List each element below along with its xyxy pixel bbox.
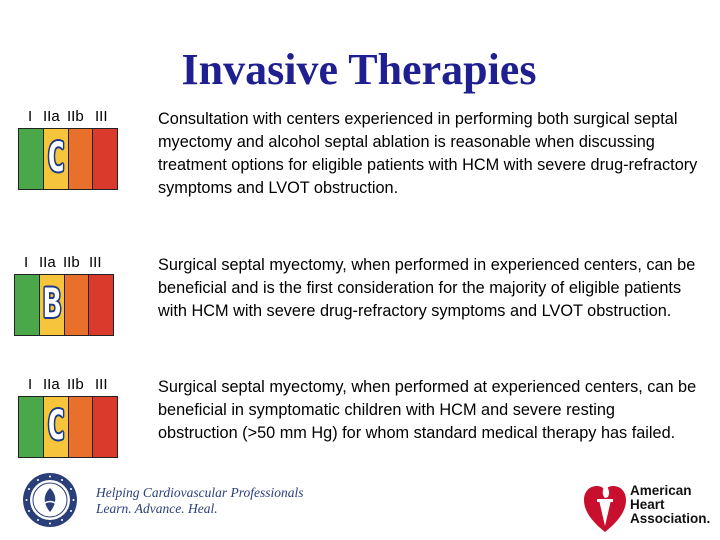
class-III-bar [89, 275, 113, 335]
level-of-evidence: C [46, 403, 66, 449]
level-of-evidence: C [46, 135, 66, 181]
aha-line3: Association. [630, 511, 711, 526]
slide-title: Invasive Therapies [181, 45, 537, 94]
class-label-IIa: IIa [39, 254, 56, 271]
class-label-III: III [89, 254, 102, 271]
recommendation-text: Surgical septal myectomy, when performed at experienced centers, can be beneficial in symptomatic children with HCM and severe resting obstruction (>50 mm Hg) for whom standard medical therapy has failed. [158, 378, 697, 442]
class-label-IIb: IIb [67, 376, 84, 393]
class-label-IIa: IIa [43, 108, 60, 125]
class-label-IIb: IIb [67, 108, 84, 125]
aha-line2: Heart [630, 497, 665, 512]
class-III-bar [93, 129, 117, 189]
class-label-III: III [95, 376, 108, 393]
aha-heart-torch-logo [582, 476, 628, 536]
class-bars [14, 274, 114, 336]
class-label-III: III [95, 108, 108, 125]
class-bars [18, 396, 118, 458]
class-label-I: I [24, 254, 29, 271]
aha-line1: American [630, 483, 692, 498]
class-label-I: I [28, 376, 33, 393]
class-bars [18, 128, 118, 190]
recommendation-text: Surgical septal myectomy, when performed in experienced centers, can be beneficial and is the first consideration for the majority of eligible patients with HCM with severe drug-refractory symptoms and LVOT obstruction. [158, 256, 696, 320]
aha-wordmark [630, 484, 710, 526]
class-I-bar [15, 275, 40, 335]
level-of-evidence: B [42, 281, 62, 327]
class-label-IIb: IIb [63, 254, 80, 271]
class-III-bar [93, 397, 117, 457]
acc-seal-logo [22, 472, 78, 528]
recommendation-text: Consultation with centers experienced in performing both surgical septal myectomy and alcohol septal ablation is reasonable when discussing treatment options for eligible patients with HCM with severe drug-refractory symptoms and LVOT obstruction. [158, 110, 698, 197]
class-I-bar [19, 129, 44, 189]
acc-tagline-line1: Helping Cardiovascular Professionals [96, 485, 304, 500]
class-IIb-bar [65, 275, 90, 335]
class-I-bar [19, 397, 44, 457]
class-IIb-bar [69, 129, 94, 189]
class-label-I: I [28, 108, 33, 125]
acc-tagline-line2: Learn. Advance. Heal. [96, 501, 218, 516]
acc-tagline [96, 485, 304, 517]
class-label-IIa: IIa [43, 376, 60, 393]
class-IIb-bar [69, 397, 94, 457]
